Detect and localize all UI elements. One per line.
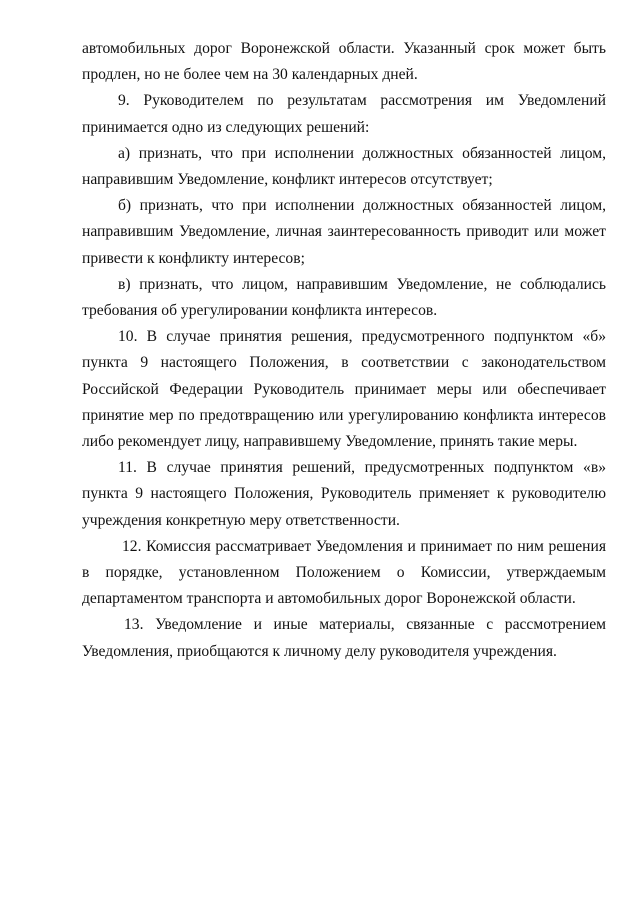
paragraph-item-11: 11. В случае принятия решений, предусмотренных подпунктом «в» пункта 9 настоящего Положения, Руководитель применяет к руководителю учреждения конкретную меру ответственности. (82, 459, 606, 529)
paragraph-item-9: 9. Руководителем по результатам рассмотрения им Уведомлений принимается одно из следующих решений: (82, 92, 606, 136)
paragraph-subitem-a: а) признать, что при исполнении должностных обязанностей лицом, направившим Уведомление, конфликт интересов отсутствует; (82, 144, 606, 189)
document-body (82, 36, 606, 665)
paragraph-subitem-v: в) признать, что лицом, направившим Уведомление, не соблюдались требования об урегулировании конфликта интересов. (82, 275, 606, 320)
paragraph-continuation: автомобильных дорог Воронежской области. Указанный срок может быть продлен, но не более чем на 30 календарных дней. (82, 40, 606, 84)
paragraph-item-10: 10. В случае принятия решения, предусмотренного подпунктом «б» пункта 9 настоящего Положения, в соответствии с законодательством Российской Федерации Руководитель принимает меры или обеспечивает принятие мер по предотвращению или урегулированию конфликта интересов либо рекомендует лицу, направившему Уведомление, принять такие меры. (82, 328, 606, 451)
paragraph-item-13: 13. Уведомление и иные материалы, связанные с рассмотрением Уведомления, приобщаются к личному делу руководителя учреждения. (82, 616, 606, 660)
paragraph-item-12: 12. Комиссия рассматривает Уведомления и принимает по ним решения в порядке, установленном Положением о Комиссии, утверждаемым департаментом транспорта и автомобильных дорог Воронежской области. (82, 537, 606, 608)
paragraph-subitem-b: б) признать, что при исполнении должностных обязанностей лицом, направившим Уведомление, личная заинтересованность приводит или может привести к конфликту интересов; (82, 197, 606, 267)
